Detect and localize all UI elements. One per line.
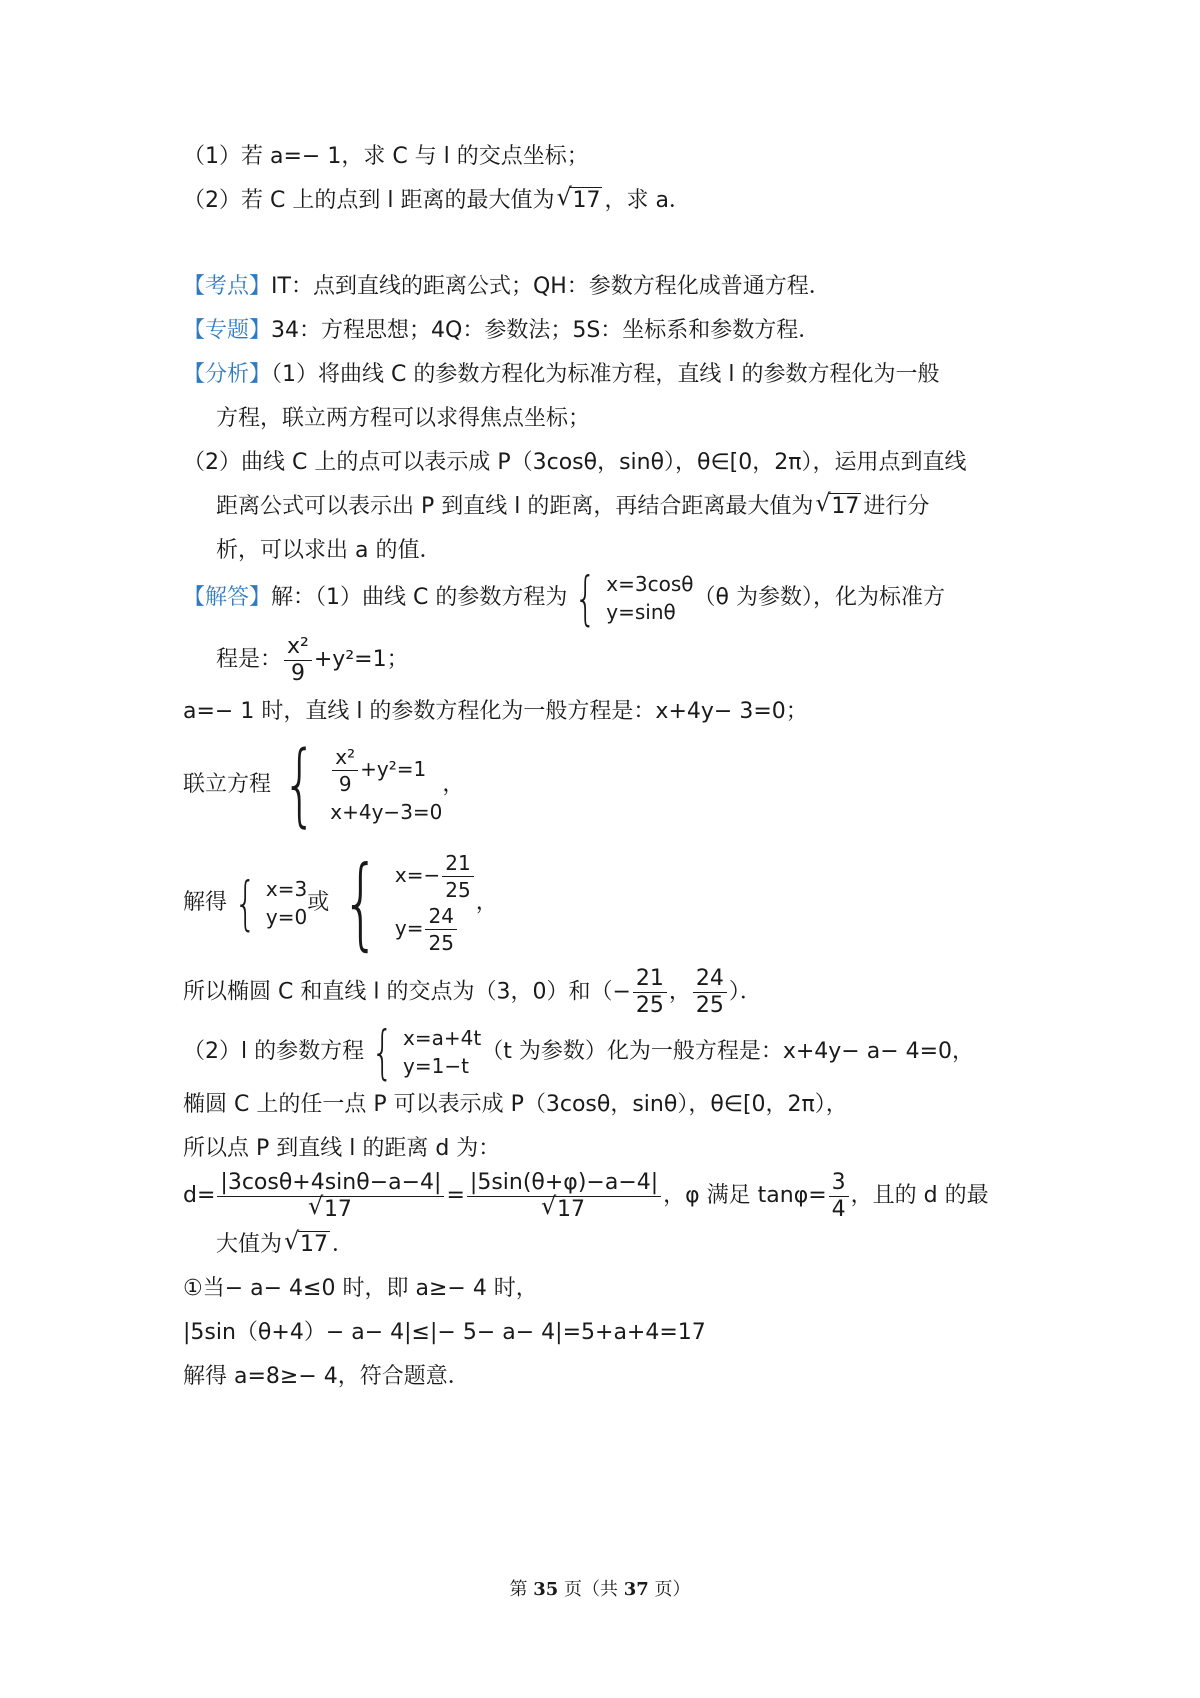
- jieda-line-1: 【解答】解：（1）曲线 C 的参数方程为 { x=3cosθ y=sinθ （θ 为参数），化为标准方: [183, 564, 945, 632]
- fenxi-line-2: 方程，联立两方程可以求得焦点坐标；: [216, 406, 591, 431]
- question-2: （2）若 C 上的点到 l 距离的最大值为 √ 17 ，求 a．: [183, 184, 691, 218]
- distance-formula: d= |3cosθ+4sinθ−a−4| √ 17 = |5sin(θ+φ)−a−4| √ 17 ，φ 满足 tanφ= $\frac{3}{4}$ ，且的 d 的最: [183, 1169, 989, 1222]
- part2-point-line: 椭圆 C 上的任一点 P 可以表示成 P（3cosθ，sinθ），θ∈[0，2π），: [183, 1092, 848, 1117]
- line-general-eq: a=− 1 时，直线 l 的参数方程化为一般方程是：x+4y− 3=0；: [183, 699, 808, 724]
- tan-fraction: $\frac{3}{4}$: [829, 1170, 849, 1223]
- fenxi-line-1: 【分析】（1）将曲线 C 的参数方程化为标准方程，直线 l 的参数方程化为一般: [183, 362, 940, 387]
- kaodian-line: 【考点】IT：点到直线的距离公式；QH：参数方程化成普通方程．: [183, 274, 831, 299]
- zhuanti-tag: 【专题】: [183, 318, 272, 343]
- case-1-result-line: 解得 a=8≥− 4，符合题意．: [183, 1364, 470, 1389]
- line-param-system: { x=a+4t y=1−t: [371, 1018, 482, 1086]
- sqrt-17: √ 17: [815, 489, 860, 519]
- fraction-x2-over-9: $\frac{\text{x²}}{9}$: [284, 634, 312, 687]
- solution-1: { x=3 y=0: [234, 869, 308, 937]
- solution-2: { x=− $\frac{21}{25}$ y= $\frac{24}{25}$: [329, 850, 475, 956]
- part2-dist-line: 所以点 P 到直线 l 的距离 d 为：: [183, 1136, 501, 1161]
- page-footer: 第 35 页（共 37 页）: [509, 1579, 691, 1600]
- fenxi-line-5: 析，可以求出 a 的值．: [216, 538, 442, 563]
- question-1: （1）若 a=− 1，求 C 与 l 的交点坐标；: [183, 144, 589, 169]
- distance-fraction-2: |5sin(θ+φ)−a−4| √ 17: [467, 1170, 661, 1223]
- part2-line: （2）l 的参数方程 { x=a+4t y=1−t （t 为参数）化为一般方程是：x+4y− a− 4=0，: [183, 1018, 975, 1086]
- case-1-line: ①当− a− 4≤0 时，即 a≥− 4 时，: [183, 1276, 538, 1301]
- zhuanti-line: 【专题】34：方程思想；4Q：参数法；5S：坐标系和参数方程．: [183, 318, 821, 343]
- joint-system-line: 联立方程 { $\frac{\text{x²}}{9}$ +y²=1 x+4y−3=0 ，: [183, 732, 465, 837]
- sqrt-17: √ 17: [556, 183, 601, 213]
- case-1-abs-line: |5sin（θ+4）− a− 4|≤|− 5− a− 4|=5+a+4=17: [183, 1320, 706, 1345]
- fenxi-line-3: （2）曲线 C 上的点可以表示成 P（3cosθ，sinθ），θ∈[0，2π），运用点到直线: [183, 450, 967, 475]
- joint-system: { $\frac{\text{x²}}{9}$ +y²=1 x+4y−3=0: [282, 732, 443, 837]
- kaodian-tag: 【考点】: [183, 274, 272, 299]
- jieda-tag: 【解答】: [183, 585, 272, 610]
- fenxi-tag: 【分析】: [183, 362, 272, 387]
- distance-fraction-1: |3cosθ+4sinθ−a−4| √ 17: [217, 1170, 444, 1223]
- curve-param-system: { x=3cosθ y=sinθ: [574, 564, 694, 632]
- solution-line: 解得 { x=3 y=0 或 { x=− $\frac{21}{25}$ y= $\frac{24}{25}$ ，: [183, 844, 498, 961]
- intersection-line: 所以椭圆 C 和直线 l 的交点为（3，0）和（− $\frac{21}{25}$ ， $\frac{24}{25}$ ）．: [183, 966, 762, 1018]
- dmax-line: 大值为 √ 17 ．: [216, 1227, 355, 1257]
- fenxi-line-4: 距离公式可以表示出 P 到直线 l 的距离，再结合距离最大值为 √ 17 进行分: [216, 490, 929, 524]
- jieda-line-2: 程是： $\frac{\text{x²}}{9}$ +y²=1；: [216, 633, 409, 686]
